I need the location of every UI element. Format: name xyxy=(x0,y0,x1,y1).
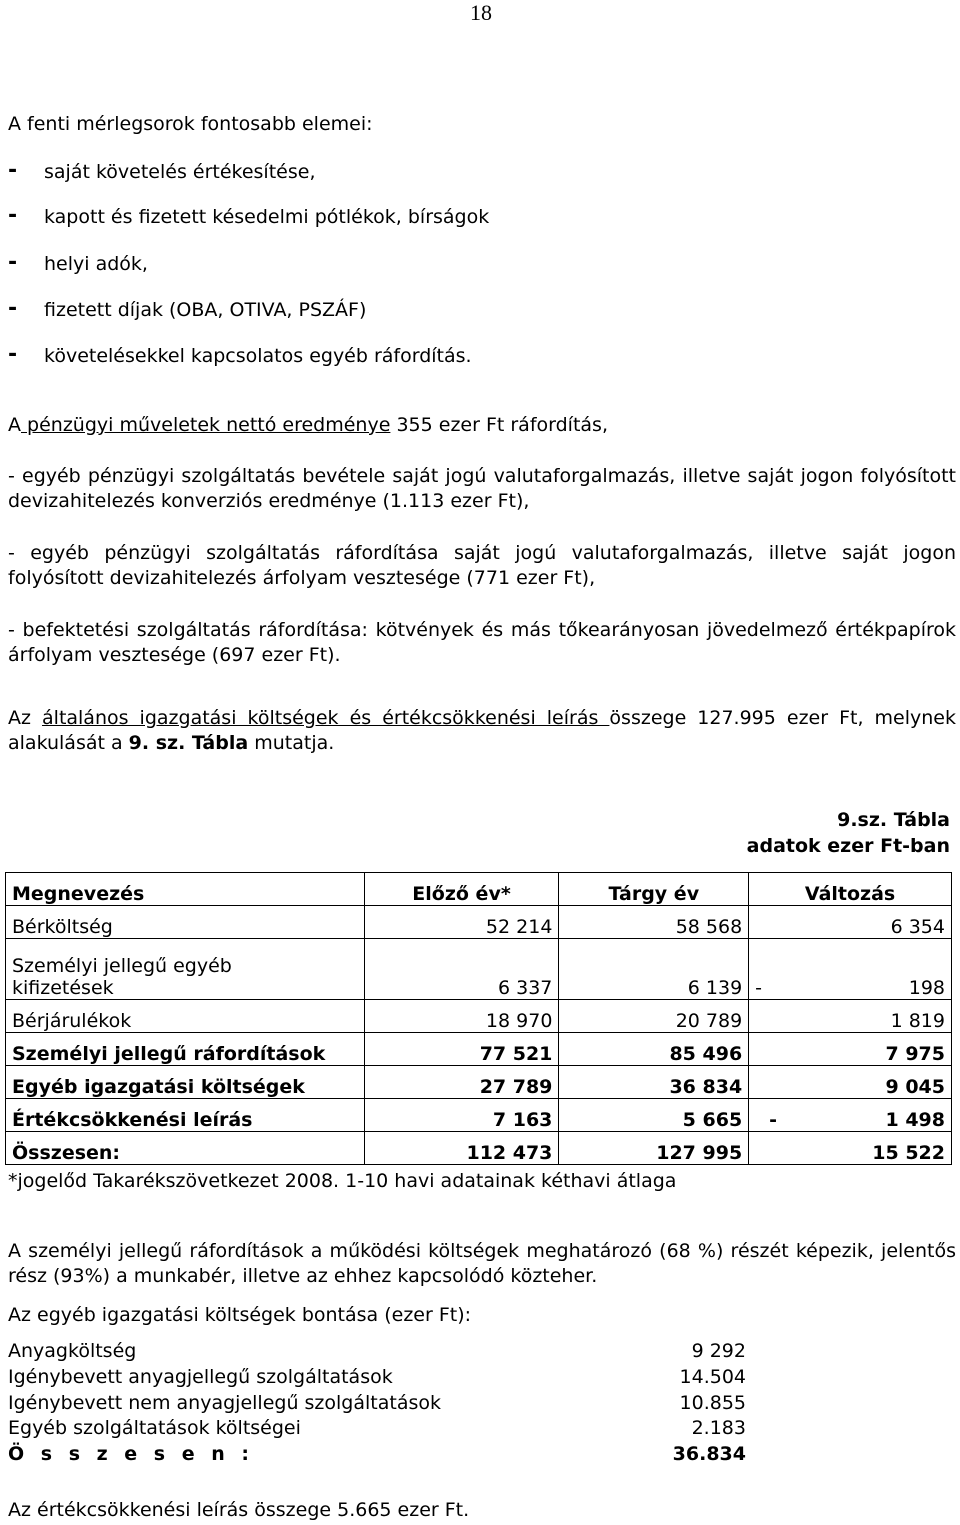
bullet-item: helyi adók, xyxy=(44,253,148,275)
closing-text: Az értékcsökkenési leírás összege 5.665 ezer Ft. xyxy=(8,1499,470,1521)
row-change: 15 522 xyxy=(749,1132,952,1165)
bullet-dash: - xyxy=(8,342,18,367)
row-curr: 5 665 xyxy=(559,1099,749,1132)
row-curr: 58 568 xyxy=(559,906,749,939)
header-current-year: Tárgy év xyxy=(559,873,749,906)
breakdown-total-value: 36.834 xyxy=(672,1443,746,1465)
bullet-item: saját követelés értékesítése, xyxy=(44,161,316,183)
table-row xyxy=(6,1099,952,1132)
row-change: 9 045 xyxy=(749,1066,952,1099)
table-row xyxy=(6,1066,952,1099)
breakdown-title: Az egyéb igazgatási költségek bontása (ezer Ft): xyxy=(8,1304,472,1326)
row-change-value: 1 498 xyxy=(885,1109,945,1131)
row-prev: 18 970 xyxy=(364,1000,559,1033)
row-label-line1: Személyi jellegű egyéb xyxy=(12,955,232,977)
table-row xyxy=(6,939,952,1000)
bullet-dash: - xyxy=(8,296,18,321)
row-change: 7 975 xyxy=(749,1033,952,1066)
row-curr: 36 834 xyxy=(559,1066,749,1099)
header-change: Változás xyxy=(749,873,952,906)
table-row xyxy=(6,906,952,939)
row-change xyxy=(749,939,952,1000)
breakdown-value: 10.855 xyxy=(679,1392,746,1414)
row-change: 6 354 xyxy=(749,906,952,939)
row-change xyxy=(749,1099,952,1132)
row-label: Összesen: xyxy=(6,1132,365,1165)
row-prev: 112 473 xyxy=(364,1132,559,1165)
bullet-dash: - xyxy=(8,250,18,275)
table-header-row xyxy=(6,873,952,906)
breakdown-total-label: Ö s s z e s e n : xyxy=(8,1443,254,1465)
row-prev: 6 337 xyxy=(364,939,559,1000)
bullet-dash: - xyxy=(8,203,18,228)
row-prev: 27 789 xyxy=(364,1066,559,1099)
breakdown-label: Igénybevett nem anyagjellegű szolgáltatások xyxy=(8,1392,442,1414)
bullet-item: követelésekkel kapcsolatos egyéb ráfordítás. xyxy=(44,345,472,367)
row-prev: 52 214 xyxy=(364,906,559,939)
admin-suffix: mutatja. xyxy=(248,732,335,754)
page-number: 18 xyxy=(470,0,492,25)
breakdown-value: 14.504 xyxy=(679,1366,746,1388)
table-caption-unit: adatok ezer Ft-ban xyxy=(746,835,950,857)
row-label: Bérjárulékok xyxy=(6,1000,365,1033)
row-label xyxy=(6,939,365,1000)
table-row xyxy=(6,1000,952,1033)
header-name: Megnevezés xyxy=(6,873,365,906)
row-label: Személyi jellegű ráfordítások xyxy=(6,1033,365,1066)
bullet-item: kapott és fizetett késedelmi pótlékok, bírságok xyxy=(44,206,490,228)
paragraph-fx-expense: - egyéb pénzügyi szolgáltatás ráfordítása saját jogú valutaforgalmazás, illetve saját jogon folyósított devizahitelezés árfolyam vesztesége (771 ezer Ft), xyxy=(8,542,956,589)
row-prev: 77 521 xyxy=(364,1033,559,1066)
table-footnote: *jogelőd Takarékszövetkezet 2008. 1-10 havi adatainak kéthavi átlaga xyxy=(8,1170,677,1192)
row-change: 1 819 xyxy=(749,1000,952,1033)
admin-underlined: általános igazgatási költségek és értékcsökkenési leírás xyxy=(42,707,610,729)
admin-prefix: Az xyxy=(8,707,43,729)
row-label-line2: kifizetések xyxy=(12,977,114,999)
table-reference: 9. sz. Tábla xyxy=(128,732,249,754)
financial-result-line xyxy=(8,413,608,437)
row-curr: 20 789 xyxy=(559,1000,749,1033)
cost-table xyxy=(5,872,952,1165)
table-row xyxy=(6,1132,952,1165)
intro-text xyxy=(8,112,373,136)
row-change-value: 198 xyxy=(908,977,945,999)
row-curr: 85 496 xyxy=(559,1033,749,1066)
row-change-sign: - xyxy=(755,977,763,999)
bullet-dash: - xyxy=(8,158,18,183)
breakdown-value: 2.183 xyxy=(691,1417,746,1439)
paragraph-personnel: A személyi jellegű ráfordítások a működési költségek meghatározó (68 %) részét képezik, jelentős rész (93%) a munkabér, illetve az ehhez kapcsolódó közteher. xyxy=(8,1240,956,1287)
row-prev: 7 163 xyxy=(364,1099,559,1132)
header-previous-year: Előző év* xyxy=(364,873,559,906)
row-label: Egyéb igazgatási költségek xyxy=(6,1066,365,1099)
breakdown-label: Egyéb szolgáltatások költségei xyxy=(8,1417,301,1439)
admin-rest: összege 127.995 ezer Ft, melynek alakulását a xyxy=(8,707,957,754)
paragraph-fx-income: - egyéb pénzügyi szolgáltatás bevétele saját jogú valutaforgalmazás, illetve saját jogon folyósított devizahitelezés konverziós eredménye (1.113 ezer Ft), xyxy=(8,465,956,512)
paragraph-investment: - befektetési szolgáltatás ráfordítása: kötvények és más tőkearányosan jövedelmező értékpapírok árfolyam vesztesége (697 ezer Ft). xyxy=(8,619,956,666)
fin-rest: 355 ezer Ft ráfordítás, xyxy=(390,414,608,436)
paragraph-admin-costs xyxy=(8,706,956,756)
row-label: Bérköltség xyxy=(6,906,365,939)
breakdown-label: Anyagköltség xyxy=(8,1340,137,1362)
bullet-item: fizetett díjak (OBA, OTIVA, PSZÁF) xyxy=(44,299,367,321)
table-row xyxy=(6,1033,952,1066)
breakdown-label: Igénybevett anyagjellegű szolgáltatások xyxy=(8,1366,393,1388)
row-change-sign: - xyxy=(769,1109,778,1131)
intro-label: A fenti mérlegsorok fontosabb elemei: xyxy=(8,113,373,135)
breakdown-value: 9 292 xyxy=(691,1340,746,1362)
row-curr: 127 995 xyxy=(559,1132,749,1165)
row-label: Értékcsökkenési leírás xyxy=(6,1099,365,1132)
row-curr: 6 139 xyxy=(559,939,749,1000)
fin-underlined: pénzügyi műveletek nettó eredménye xyxy=(21,414,391,436)
table-caption-number: 9.sz. Tábla xyxy=(837,809,950,831)
fin-prefix: A xyxy=(8,414,21,436)
